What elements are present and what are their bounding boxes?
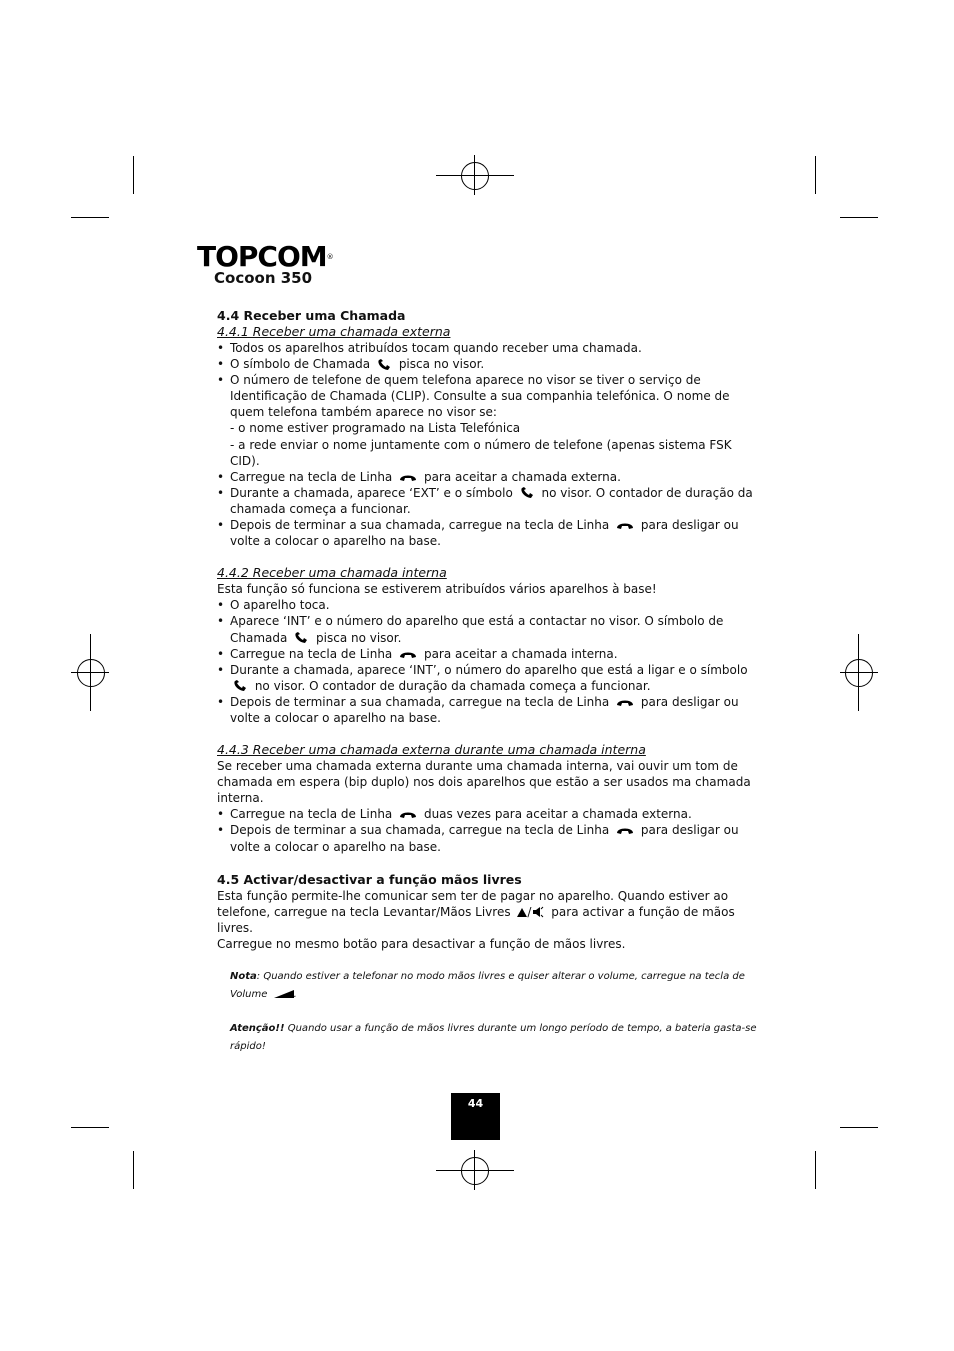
phone-call-icon	[294, 632, 309, 644]
subsection-title: 4.4.2 Receber uma chamada interna	[217, 565, 447, 581]
crop-mark	[71, 1127, 109, 1128]
crop-mark	[815, 156, 816, 194]
sub-item: - o nome estiver programado na Lista Telefónica	[230, 421, 521, 436]
paragraph: Esta função permite-lhe comunicar sem ter de pagar no aparelho. Quando estiver ao telefone, carregue na tecla Levantar/Mãos Livres / para activar a função de mãos livres.	[217, 888, 735, 935]
section-title: 4.4 Receber uma Chamada	[217, 308, 406, 323]
manual-content	[217, 307, 757, 1056]
bullet-list	[217, 597, 757, 726]
list-item: • Carregue na tecla de Linha para aceitar a chamada externa.	[217, 469, 757, 485]
list-item: • Durante a chamada, aparece ‘INT’, o número do aparelho que está a ligar e o símbolo no visor. O contador de duração da chamada começa a funcionar.	[217, 662, 757, 694]
crop-mark	[133, 1151, 134, 1189]
volume-icon	[274, 990, 294, 998]
brand-logo: TOPCOM®	[197, 240, 333, 273]
bullet-list	[217, 806, 757, 854]
subsection-title: 4.4.1 Receber uma chamada externa	[217, 324, 451, 339]
list-item: • Aparece ‘INT’ e o número do aparelho que está a contactar no visor. O símbolo de Chamada pisca no visor.	[217, 613, 757, 645]
warning-note: Atenção!! Quando usar a função de mãos livres durante um longo período de tempo, a bateria gasta-se rápido!	[230, 1023, 757, 1052]
model-name: Cocoon 350	[214, 269, 313, 287]
handsfree-up-icon	[517, 908, 527, 917]
list-item: • Depois de terminar a sua chamada, carregue na tecla de Linha para desligar ou volte a colocar o aparelho na base.	[217, 517, 757, 549]
line-key-icon	[399, 650, 417, 659]
line-key-icon	[616, 698, 634, 707]
paragraph: Esta função só funciona se estiverem atribuídos vários aparelhos à base!	[217, 582, 657, 597]
bullet-list	[217, 340, 757, 549]
list-item: • Durante a chamada, aparece ‘EXT’ e o símbolo no visor. O contador de duração da chamada começa a funcionar.	[217, 485, 757, 517]
line-key-icon	[399, 473, 417, 482]
phone-call-icon	[520, 487, 535, 499]
crop-mark	[840, 217, 878, 218]
crop-mark	[840, 1127, 878, 1128]
phone-call-icon	[233, 680, 248, 692]
line-key-icon	[616, 826, 634, 835]
crop-mark	[815, 1151, 816, 1189]
list-item: • Depois de terminar a sua chamada, carregue na tecla de Linha para desligar ou volte a colocar o aparelho na base.	[217, 822, 757, 854]
subsection-title: 4.4.3 Receber uma chamada externa durante uma chamada interna	[217, 742, 646, 758]
list-item: • Carregue na tecla de Linha para aceitar a chamada interna.	[217, 646, 757, 662]
line-key-icon	[399, 810, 417, 819]
list-item: • Todos os aparelhos atribuídos tocam quando receber uma chamada.	[217, 340, 757, 356]
paragraph: Carregue no mesmo botão para desactivar a função de mãos livres.	[217, 936, 626, 951]
crop-mark	[71, 217, 109, 218]
crop-mark	[133, 156, 134, 194]
note: Nota: Quando estiver a telefonar no modo mãos livres e quiser alterar o volume, carregue na tecla de Volume .	[230, 971, 745, 1000]
list-item: • O número de telefone de quem telefona aparece no visor se tiver o serviço de Identificação de Chamada (CLIP). Consulte a sua companhia telefónica. O nome de quem telefona também aparece no visor se: - o nome estiver programado na Lista Telefónica - a rede enviar o nome juntamente com o número de telefone (apenas sistema FSK CID).	[217, 372, 757, 469]
sub-item: - a rede enviar o nome juntamente com o número de telefone (apenas sistema FSK CID).	[230, 437, 732, 468]
list-item: • Carregue na tecla de Linha duas vezes para aceitar a chamada externa.	[217, 806, 757, 822]
list-item: • Depois de terminar a sua chamada, carregue na tecla de Linha para desligar ou volte a colocar o aparelho na base.	[217, 694, 757, 726]
phone-call-icon	[377, 359, 392, 371]
page-number: 44	[451, 1093, 500, 1140]
line-key-icon	[616, 521, 634, 530]
list-item: • O aparelho toca.	[217, 597, 757, 613]
section-title: 4.5 Activar/desactivar a função mãos livres	[217, 871, 522, 887]
speaker-icon	[532, 906, 544, 918]
list-item: • O símbolo de Chamada pisca no visor.	[217, 356, 757, 372]
paragraph: Se receber uma chamada externa durante uma chamada interna, vai ouvir um tom de chamada em espera (bip duplo) nos dois aparelhos que estão a ser usados ma chamada interna.	[217, 759, 751, 806]
